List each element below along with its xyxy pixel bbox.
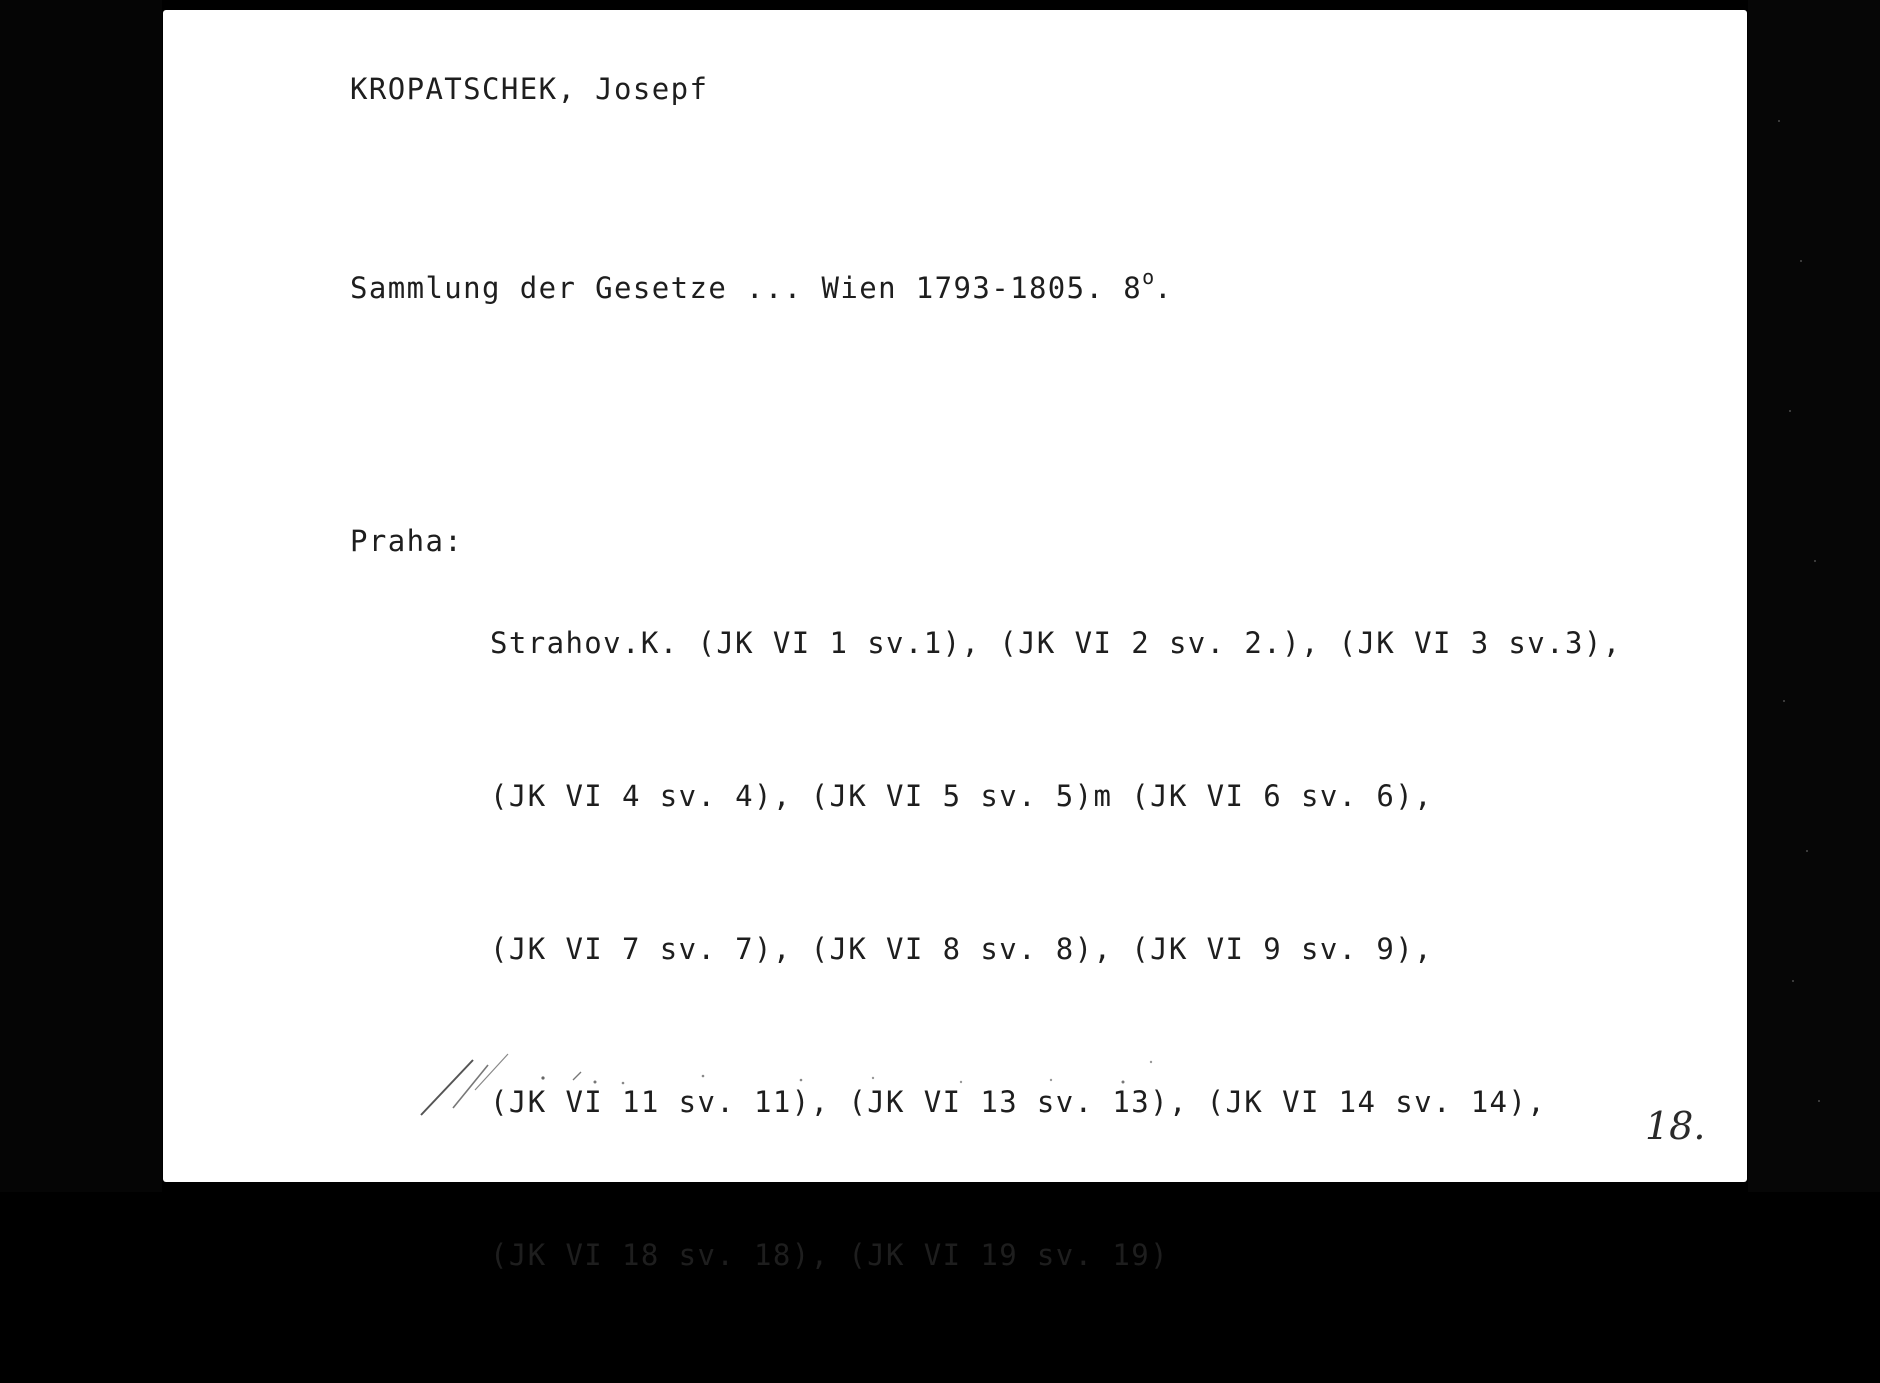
author-heading: KROPATSCHEK, Josepf bbox=[350, 72, 709, 106]
title-end-period: . bbox=[1154, 271, 1174, 305]
holdings-line: (JK VI 4 sv. 4), (JK VI 5 sv. 5)m (JK VI 6 sv. 6), bbox=[490, 779, 1433, 813]
holdings-line: (JK VI 18 sv. 18), (JK VI 19 sv. 19) bbox=[490, 1238, 1169, 1272]
right-scan-border bbox=[1748, 0, 1880, 1192]
holdings-list bbox=[490, 516, 1622, 1383]
title-text: Sammlung der Gesetze ... Wien 1793-1805. 8 bbox=[350, 271, 1143, 305]
format-degree-mark: o bbox=[1142, 265, 1155, 289]
left-scan-border bbox=[0, 0, 162, 1192]
page-number: 18. bbox=[1645, 1104, 1706, 1148]
faint-pen-marks bbox=[413, 1020, 1383, 1130]
holdings-line: (JK VI 7 sv. 7), (JK VI 8 sv. 8), (JK VI 9 sv. 9), bbox=[490, 932, 1433, 966]
title-entry bbox=[350, 252, 1173, 314]
holdings-line: (JK VI 11 sv. 11), (JK VI 13 sv. 13), (JK VI 14 sv. 14), bbox=[490, 1085, 1547, 1119]
catalog-card bbox=[163, 10, 1747, 1272]
holdings-location-label: Praha: bbox=[350, 524, 464, 558]
holdings-line: Strahov.K. (JK VI 1 sv.1), (JK VI 2 sv. 2.), (JK VI 3 sv.3), bbox=[490, 626, 1622, 660]
